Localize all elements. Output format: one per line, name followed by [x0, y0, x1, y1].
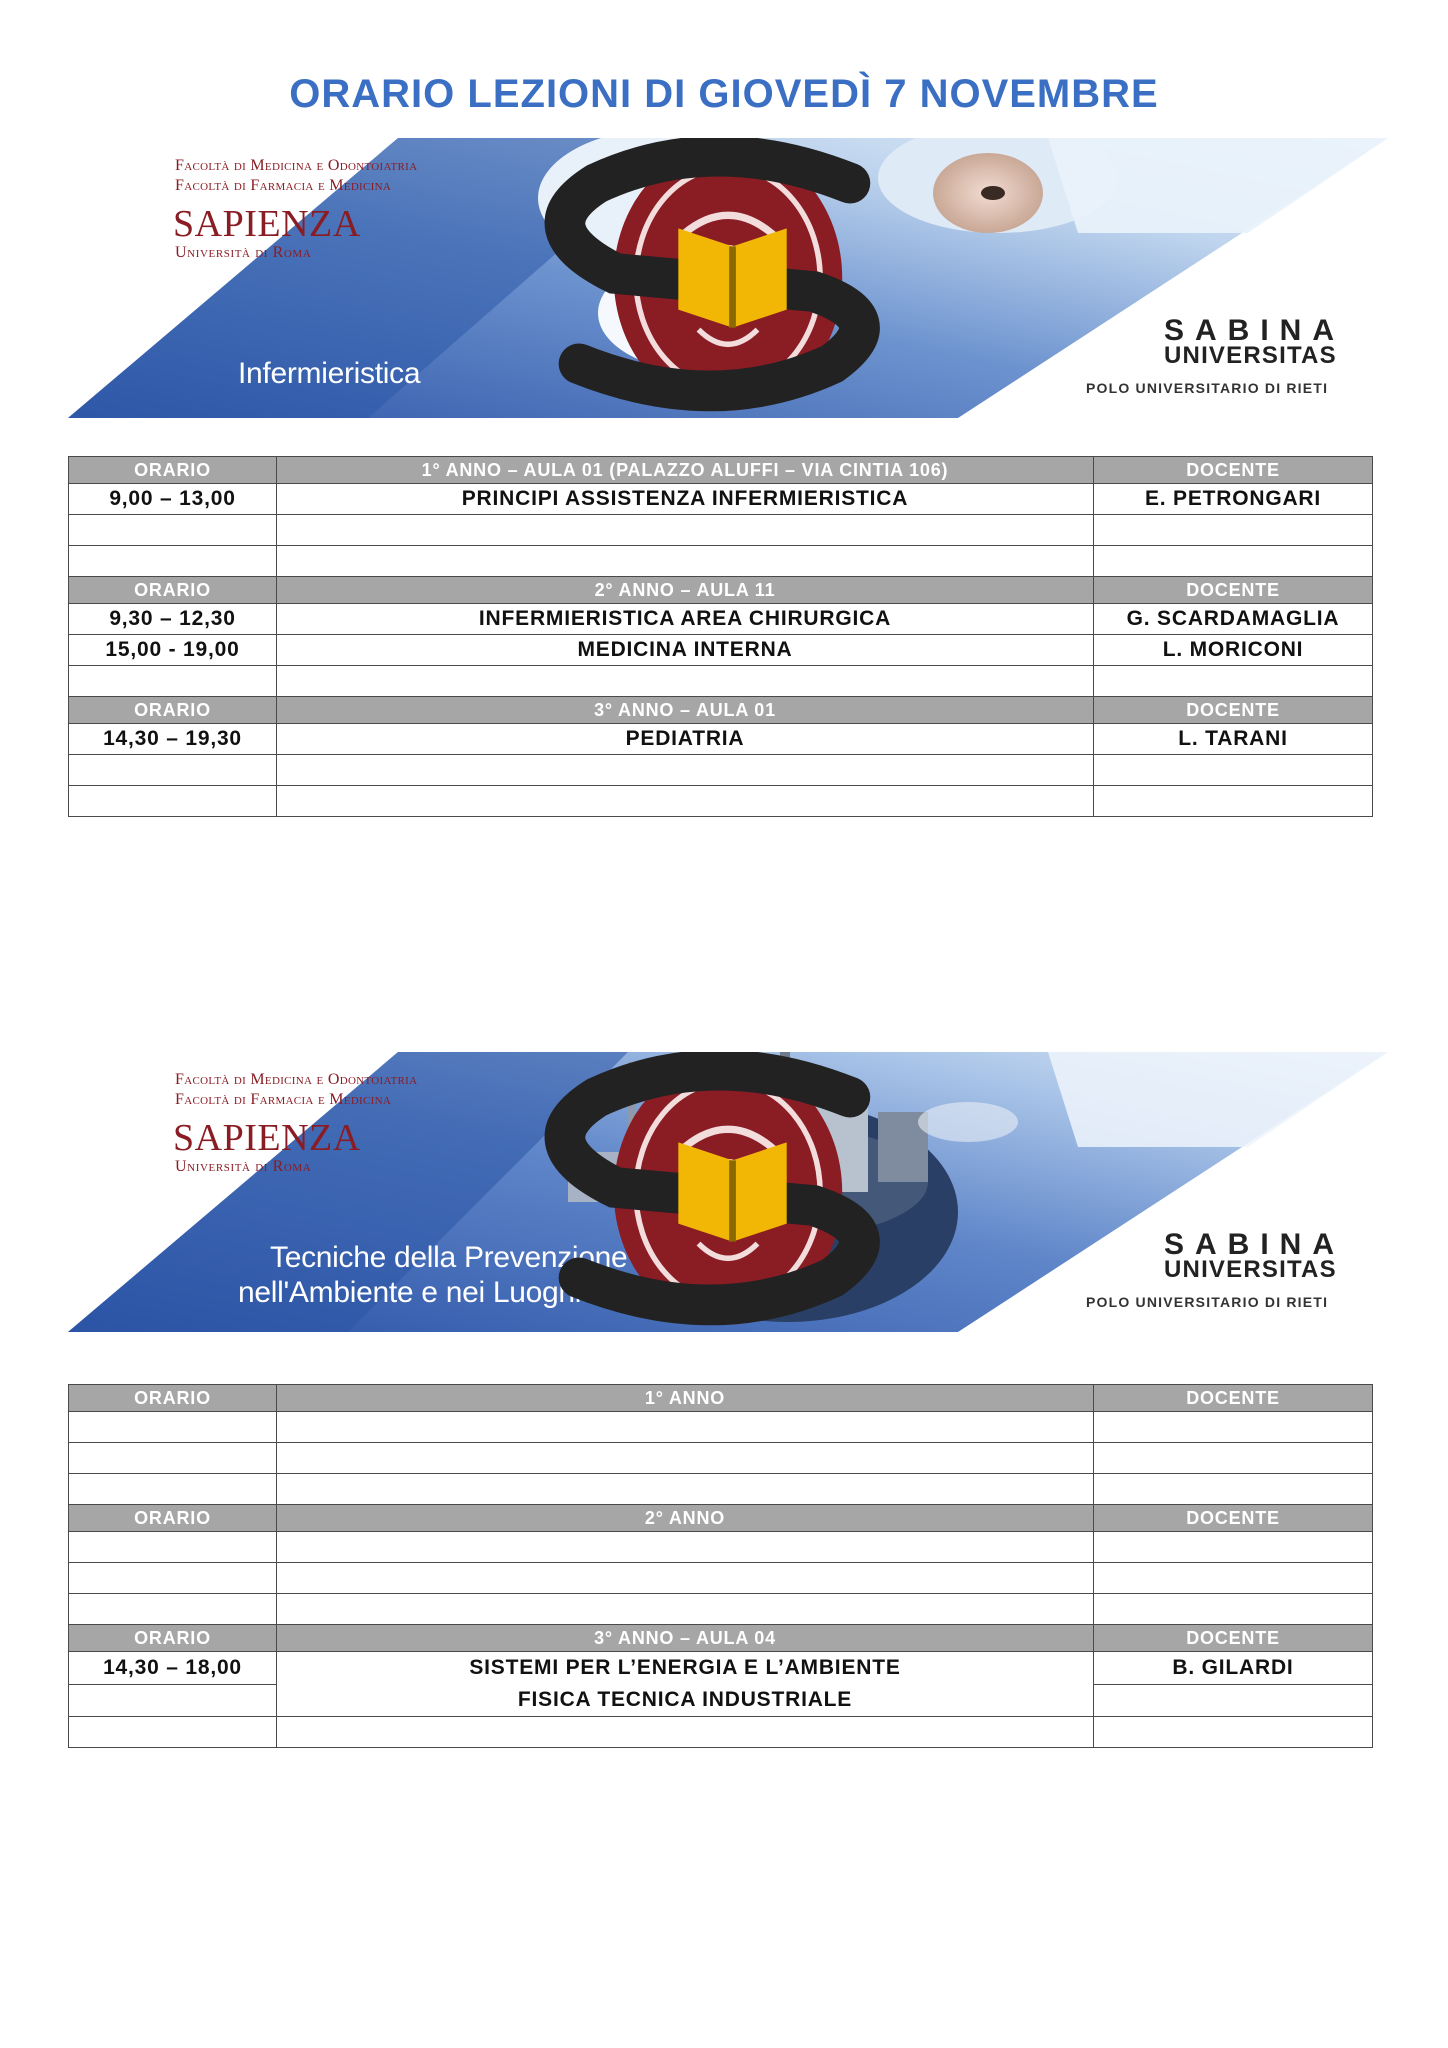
course-line-2: nell'Ambiente e nei Luoghi di Lavoro [238, 1276, 710, 1309]
table-header-row [69, 1625, 1373, 1652]
table-row [69, 1563, 1373, 1594]
page-title: ORARIO LEZIONI DI GIOVEDÌ 7 NOVEMBRE [289, 72, 1159, 116]
cell-teacher: G. SCARDAMAGLIA [1094, 604, 1373, 635]
schedule-table-infermieristica [68, 456, 1373, 817]
cell-subject [277, 666, 1094, 697]
cell-time [69, 786, 277, 817]
header-orario: ORARIO [69, 457, 277, 484]
header-orario: ORARIO [69, 1505, 277, 1532]
header-docente: DOCENTE [1094, 457, 1373, 484]
table-row [69, 786, 1373, 817]
faculty-line-1: Facoltà di Medicina e Odontoiatria [175, 1071, 418, 1088]
header-year: 1° ANNO – AULA 01 (PALAZZO ALUFFI – VIA CINTIA 106) [277, 457, 1094, 484]
cell-teacher: L. MORICONI [1094, 635, 1373, 666]
cell-teacher: E. PETRONGARI [1094, 484, 1373, 515]
table-header-row [69, 1385, 1373, 1412]
university-subtitle: Università di Roma [175, 244, 312, 261]
header-year: 3° ANNO – AULA 04 [277, 1625, 1094, 1652]
header-docente: DOCENTE [1094, 1625, 1373, 1652]
cell-teacher [1094, 1412, 1373, 1443]
cell-subject [277, 1717, 1094, 1748]
header-year: 1° ANNO [277, 1385, 1094, 1412]
table-row [69, 1532, 1373, 1563]
table-row [69, 484, 1373, 515]
table-row [69, 515, 1373, 546]
cell-teacher [1094, 786, 1373, 817]
cell-subject [277, 515, 1094, 546]
university-subtitle: Università di Roma [175, 1158, 312, 1175]
cell-teacher [1094, 1594, 1373, 1625]
cell-time [69, 1443, 277, 1474]
cell-subject [277, 1532, 1094, 1563]
header-year: 2° ANNO – AULA 11 [277, 577, 1094, 604]
cell-time [69, 546, 277, 577]
banner-tecniche-prevenzione [68, 1052, 1388, 1332]
cell-time: 14,30 – 18,00 [69, 1652, 277, 1685]
cell-time: 14,30 – 19,30 [69, 724, 277, 755]
cell-subject [277, 1563, 1094, 1594]
header-docente: DOCENTE [1094, 697, 1373, 724]
table-row [69, 604, 1373, 635]
polo-label: POLO UNIVERSITARIO DI RIETI [1086, 1294, 1329, 1310]
cell-subject [277, 546, 1094, 577]
cell-teacher: B. GILARDI [1094, 1652, 1373, 1685]
table-row [69, 1717, 1373, 1748]
cell-subject-multiline [277, 1652, 1094, 1717]
polo-label: POLO UNIVERSITARIO DI RIETI [1086, 380, 1329, 396]
cell-teacher [1094, 546, 1373, 577]
cell-subject: MEDICINA INTERNA [277, 635, 1094, 666]
table-row [69, 635, 1373, 666]
cell-time [69, 1474, 277, 1505]
table-row [69, 1474, 1373, 1505]
cell-time [69, 1412, 277, 1443]
cell-teacher [1094, 1532, 1373, 1563]
cell-subject: PEDIATRIA [277, 724, 1094, 755]
header-orario: ORARIO [69, 697, 277, 724]
cell-teacher [1094, 1443, 1373, 1474]
cell-subject [277, 1474, 1094, 1505]
university-name: SAPIENZA [173, 1117, 361, 1159]
cell-time [69, 1563, 277, 1594]
university-name: SAPIENZA [173, 203, 361, 245]
header-orario: ORARIO [69, 1625, 277, 1652]
table-row [69, 1652, 1373, 1685]
cell-subject [277, 786, 1094, 817]
cell-teacher [1094, 1563, 1373, 1594]
sabina-wordmark: SABINA [1164, 314, 1346, 347]
table-row [69, 724, 1373, 755]
cell-subject: INFERMIERISTICA AREA CHIRURGICA [277, 604, 1094, 635]
cell-teacher [1094, 666, 1373, 697]
cell-teacher [1094, 755, 1373, 786]
header-docente: DOCENTE [1094, 1505, 1373, 1532]
cell-teacher: L. TARANI [1094, 724, 1373, 755]
faculty-line-2: Facoltà di Farmacia e Medicina [175, 177, 392, 194]
cell-time [69, 1532, 277, 1563]
cell-teacher [1094, 1474, 1373, 1505]
cell-time [69, 1594, 277, 1625]
cell-time [69, 515, 277, 546]
schedule-table-tecniche-prevenzione [68, 1384, 1373, 1748]
sabina-logo-icon [68, 138, 1388, 418]
table-header-row [69, 577, 1373, 604]
cell-time: 9,00 – 13,00 [69, 484, 277, 515]
cell-time: 9,30 – 12,30 [69, 604, 277, 635]
cell-subject [277, 1594, 1094, 1625]
cell-time [69, 1684, 277, 1717]
table-row [69, 755, 1373, 786]
sabina-logo-icon [68, 1052, 1388, 1332]
cell-time [69, 1717, 277, 1748]
header-year: 3° ANNO – AULA 01 [277, 697, 1094, 724]
universitas-wordmark: UNIVERSITAS [1164, 342, 1337, 369]
table-header-row [69, 697, 1373, 724]
table-row [69, 546, 1373, 577]
header-year: 2° ANNO [277, 1505, 1094, 1532]
sabina-wordmark: SABINA [1164, 1228, 1346, 1261]
course-line-1: Infermieristica [238, 357, 421, 390]
faculty-line-2: Facoltà di Farmacia e Medicina [175, 1091, 392, 1108]
cell-subject [277, 755, 1094, 786]
subject-line-1: SISTEMI PER L’ENERGIA E L’AMBIENTE [469, 1656, 901, 1679]
subject-line-2: FISICA TECNICA INDUSTRIALE [517, 1688, 853, 1711]
cell-teacher [1094, 515, 1373, 546]
course-line-1: Tecniche della Prevenzione [270, 1241, 628, 1274]
header-docente: DOCENTE [1094, 1385, 1373, 1412]
header-orario: ORARIO [69, 577, 277, 604]
cell-time [69, 666, 277, 697]
faculty-line-1: Facoltà di Medicina e Odontoiatria [175, 157, 418, 174]
banner-infermieristica [68, 138, 1388, 418]
cell-subject [277, 1412, 1094, 1443]
table-header-row [69, 457, 1373, 484]
table-row [69, 1412, 1373, 1443]
header-orario: ORARIO [69, 1385, 277, 1412]
universitas-wordmark: UNIVERSITAS [1164, 1256, 1337, 1283]
table-row [69, 1594, 1373, 1625]
table-header-row [69, 1505, 1373, 1532]
cell-subject [277, 1443, 1094, 1474]
cell-teacher [1094, 1684, 1373, 1717]
table-row [69, 666, 1373, 697]
cell-subject: PRINCIPI ASSISTENZA INFERMIERISTICA [277, 484, 1094, 515]
cell-teacher [1094, 1717, 1373, 1748]
cell-time: 15,00 - 19,00 [69, 635, 277, 666]
cell-time [69, 755, 277, 786]
table-row [69, 1443, 1373, 1474]
header-docente: DOCENTE [1094, 577, 1373, 604]
